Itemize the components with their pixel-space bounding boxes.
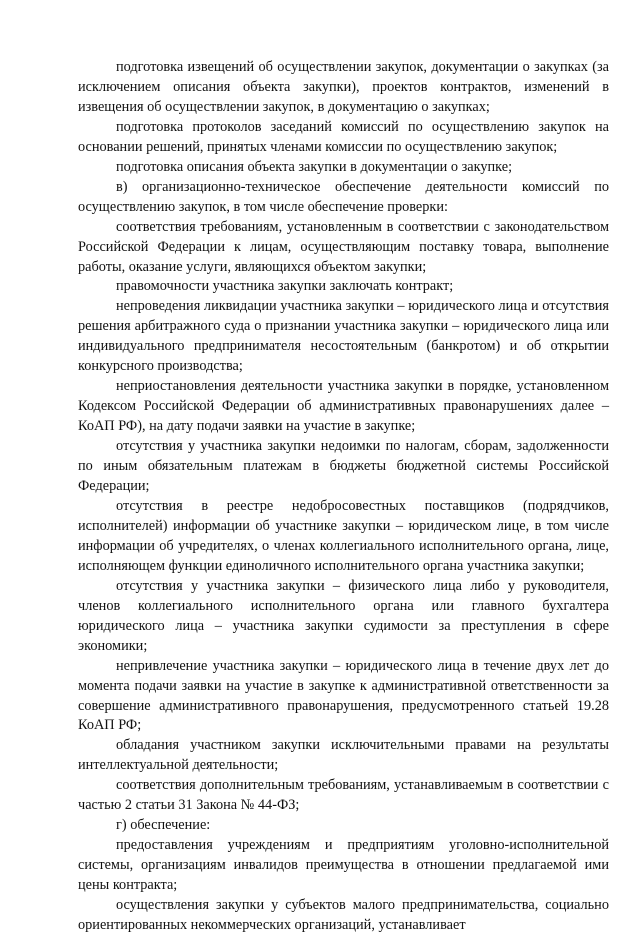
paragraph-5: соответствия требованиям, установленным в соответствии с законодательством Российской Федерации к лицам, осуществляющим поставку товара, выполнение работы, оказание услуги, являющихся объектом закупки; (78, 218, 609, 275)
paragraph-14: соответствия дополнительным требованиям, устанавливаемым в соответствии с частью 2 статьи 31 Закона № 44-ФЗ; (78, 777, 609, 814)
paragraph-12: непривлечение участника закупки – юридического лица в течение двух лет до момента подачи заявки на участие в закупке к административной ответственности за совершение административного правонарушения, предусмотренного статьей 19.28 КоАП РФ; (78, 657, 609, 734)
document-page (78, 58, 609, 936)
paragraph-6: правомочности участника закупки заключать контракт; (116, 278, 454, 295)
paragraph-16: предоставления учреждениям и предприятиям уголовно-исполнительной системы, организациям инвалидов преимущества в отношении предлагаемой ими цены контракта; (78, 837, 609, 894)
paragraph-11: отсутствия у участника закупки – физического лица либо у руководителя, членов коллегиального исполнительного органа или главного бухгалтера юридического лица – участника закупки судимости за преступления в сфере экономики; (78, 577, 609, 654)
paragraph-17: осуществления закупки у субъектов малого предпринимательства, социально ориентированных некоммерческих организаций, устанавливает (78, 897, 609, 933)
paragraph-1: подготовка извещений об осуществлении закупок, документации о закупках (за исключением описания объекта закупки), проектов контрактов, изменений в извещения об осуществлении закупок, в документацию о закупках; (78, 59, 609, 115)
paragraph-7: непроведения ликвидации участника закупки – юридического лица и отсутствия решения арбитражного суда о признании участника закупки – юридического лица или индивидуального предпринимателя несостоятельным (банкротом) и об открытии конкурсного производства; (78, 298, 609, 375)
paragraph-8: неприостановления деятельности участника закупки в порядке, установленном Кодексом Российской Федерации об административных правонарушениях далее – КоАП РФ), на дату подачи заявки на участие в закупке; (78, 378, 609, 435)
paragraph-15: г) обеспечение: (116, 817, 211, 834)
paragraph-3: подготовка описания объекта закупки в документации о закупке; (116, 158, 513, 175)
paragraph-13: обладания участником закупки исключительными правами на результаты интеллектуальной деятельности; (78, 737, 609, 774)
paragraph-9: отсутствия у участника закупки недоимки по налогам, сборам, задолженности по иным обязательным платежам в бюджеты бюджетной системы Российской Федерации; (78, 438, 609, 495)
paragraph-4: в) организационно-техническое обеспечение деятельности комиссий по осуществлению закупок, в том числе обеспечение проверки: (78, 178, 609, 215)
paragraph-2: подготовка протоколов заседаний комиссий по осуществлению закупок на основании решений, принятых членами комиссии по осуществлению закупок; (78, 118, 609, 155)
paragraph-10: отсутствия в реестре недобросовестных поставщиков (подрядчиков, исполнителей) информации об участнике закупки – юридическом лице, в том числе информации об учредителях, о членах коллегиального исполнительного органа, лице, исполняющем функции единоличного исполнительного органа участника закупки; (78, 497, 609, 574)
